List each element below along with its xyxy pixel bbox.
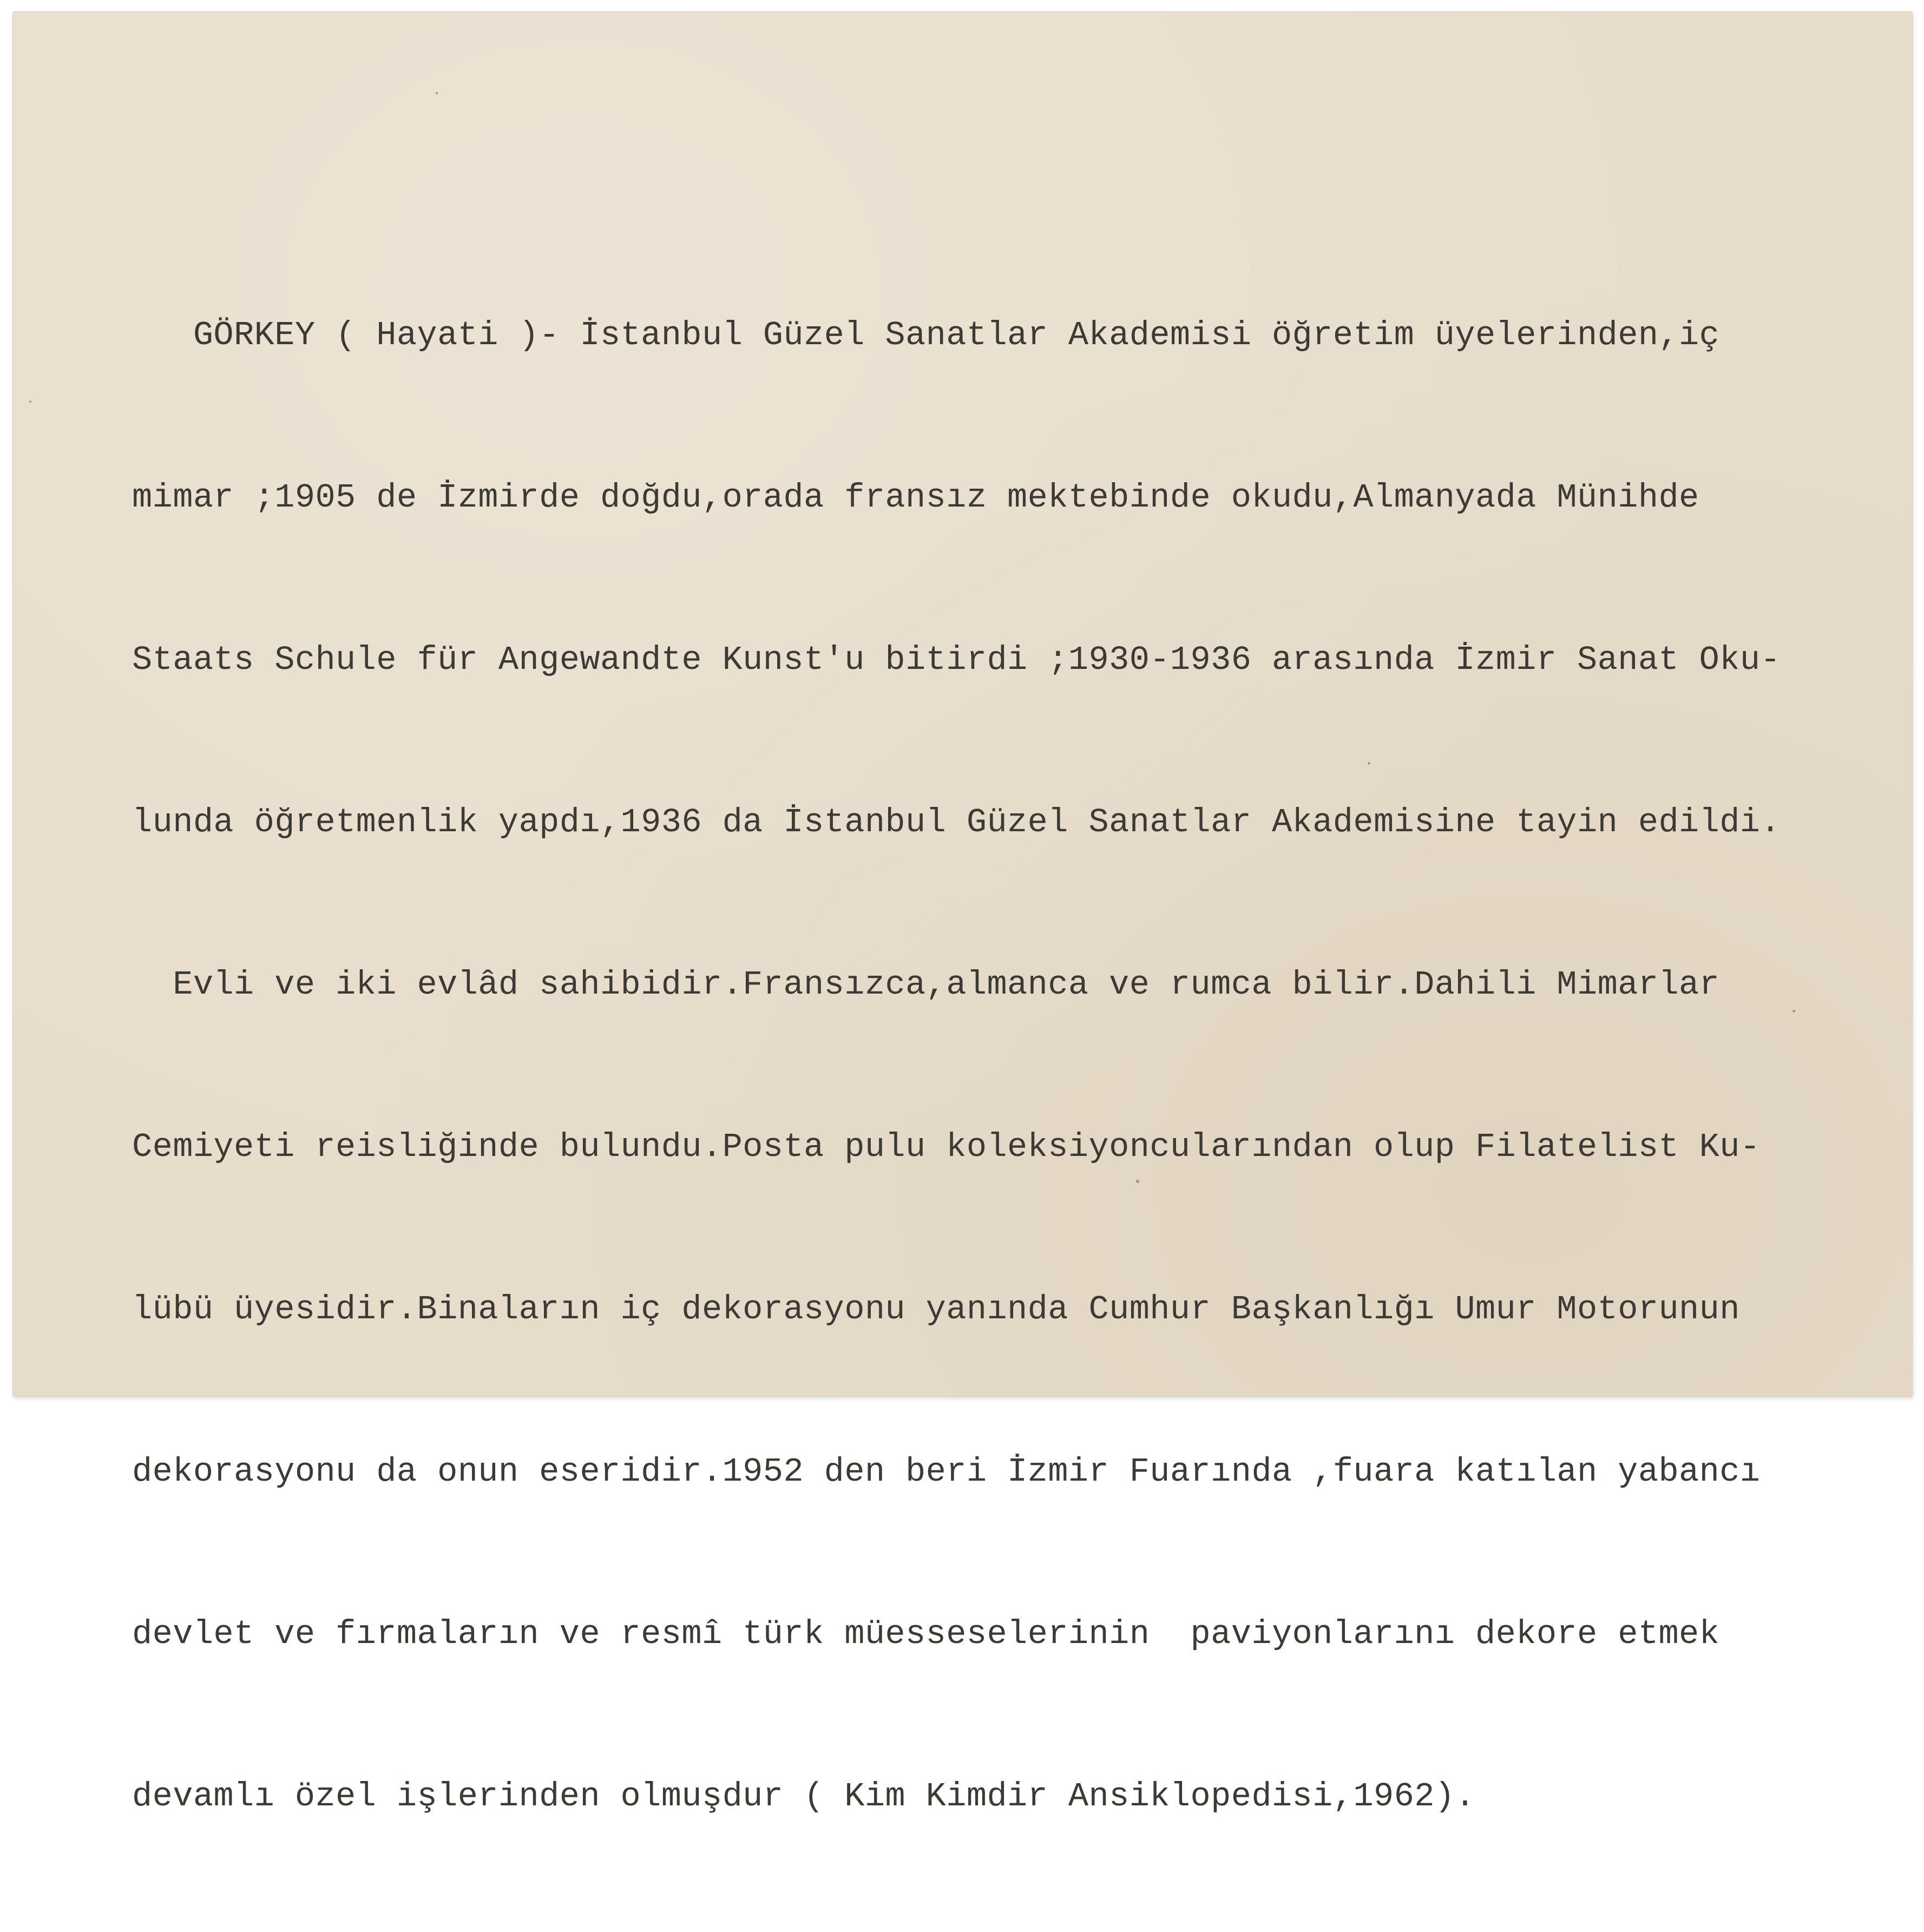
index-card — [13, 12, 1912, 1816]
text-line-5: Evli ve iki evlâd sahibidir.Fransızca,almanca ve rumca bilir.Dahili Mimarlar — [132, 965, 1720, 1004]
text-line-10: devamlı özel işlerinden olmuşdur ( Kim Kimdir Ansiklopedisi,1962). — [132, 1777, 1475, 1816]
typewritten-entry — [132, 200, 1918, 1932]
paper-speck — [1368, 762, 1370, 765]
paper-speck — [1136, 1180, 1139, 1183]
text-line-9: devlet ve fırmaların ve resmî türk müesseselerinin paviyonlarını dekore etmek — [132, 1615, 1720, 1653]
text-line-2: mimar ;1905 de İzmirde doğdu,orada fransız mektebinde okudu,Almanyada Münihde — [132, 478, 1699, 517]
text-line-6: Cemiyeti reisliğinde bulundu.Posta pulu koleksiyoncularından olup Filatelist Ku- — [132, 1128, 1761, 1166]
text-line-4: lunda öğretmenlik yapdı,1936 da İstanbul Güzel Sanatlar Akademisine tayin edildi. — [132, 803, 1781, 842]
text-line-8: dekorasyonu da onun eseridir.1952 den beri İzmir Fuarında ,fuara katılan yabancı — [132, 1453, 1761, 1491]
paper-speck — [436, 92, 438, 94]
text-line-7: lübü üyesidir.Binaların iç dekorasyonu yanında Cumhur Başkanlığı Umur Motorunun — [132, 1290, 1740, 1329]
text-line-1: GÖRKEY ( Hayati )- İstanbul Güzel Sanatlar Akademisi öğretim üyelerinden,iç — [132, 316, 1720, 354]
paper-speck — [1792, 1010, 1795, 1013]
paper-speck — [29, 400, 31, 403]
text-line-3: Staats Schule für Angewandte Kunst'u bitirdi ;1930-1936 arasında İzmir Sanat Oku- — [132, 641, 1781, 679]
